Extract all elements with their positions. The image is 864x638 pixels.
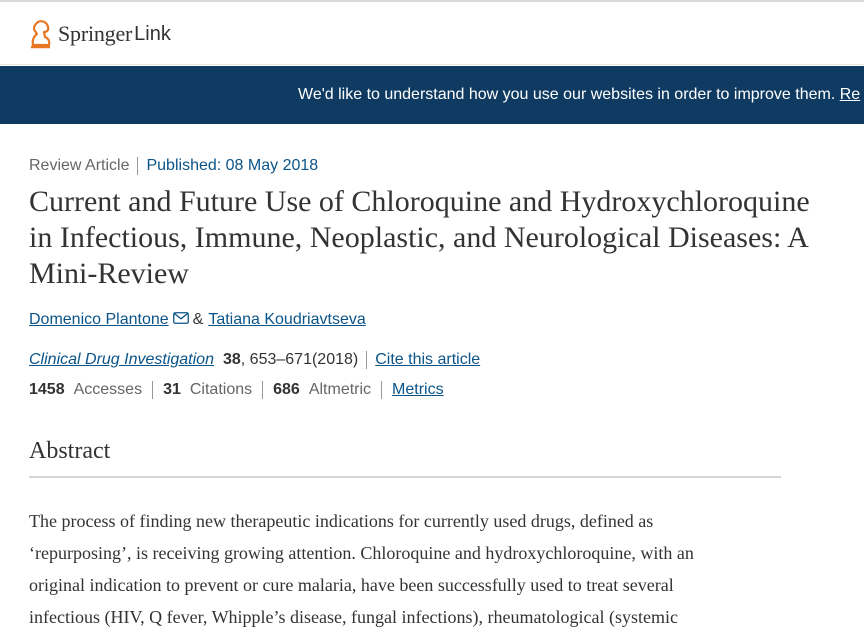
survey-banner (0, 66, 864, 124)
abstract-text (29, 505, 789, 633)
divider (381, 381, 382, 399)
divider (262, 381, 263, 399)
abstract-heading: Abstract (29, 438, 111, 464)
journal-year: (2018) (311, 351, 359, 368)
springer-horse-logo-icon (28, 19, 54, 49)
brand-link: Link (134, 22, 171, 45)
divider (137, 157, 138, 175)
citations-count: 31 (163, 381, 181, 398)
abstract-divider (29, 476, 781, 478)
article-title: Current and Future Use of Chloroquine and Hydroxychloroquine in Infectious, Immune, Neoplastic, and Neurological Diseases: A Mini-Review (29, 185, 810, 290)
article-metrics (29, 381, 444, 399)
author-list (29, 311, 366, 329)
journal-link[interactable]: Clinical Drug Investigation (29, 351, 214, 368)
brand-springer: Springer (58, 21, 133, 46)
envelope-icon[interactable] (173, 311, 189, 329)
banner-link[interactable]: Re (839, 86, 861, 103)
author-link[interactable]: Domenico Plantone (29, 311, 169, 328)
author-separator: & (192, 311, 204, 328)
accesses-label: Accesses (73, 381, 143, 398)
abstract-line: infectious (HIV, Q fever, Whipple’s disease, fungal infections), rheumatological (systemic (29, 607, 678, 627)
citations-label: Citations (189, 381, 253, 398)
cite-article-link[interactable]: Cite this article (375, 351, 481, 368)
site-header (0, 2, 864, 65)
journal-pages: , 653–671 (240, 351, 312, 368)
article-type: Review Article (29, 157, 130, 174)
accesses-count: 1458 (29, 381, 65, 398)
abstract-line: original indication to prevent or cure malaria, have been successfully used to treat several (29, 575, 674, 595)
author-link[interactable]: Tatiana Koudriavtseva (208, 311, 366, 328)
metrics-link[interactable]: Metrics (392, 381, 444, 398)
banner-message-row (298, 86, 860, 104)
springerlink-logo[interactable] (28, 18, 171, 50)
published-date: Published: 08 May 2018 (146, 157, 319, 174)
divider (366, 351, 367, 369)
abstract-line: The process of finding new therapeutic indications for currently used drugs, defined as (29, 511, 654, 531)
abstract-line: ‘repurposing’, is receiving growing attention. Chloroquine and hydroxychloroquine, with an (29, 543, 694, 563)
altmetric-count: 686 (273, 381, 300, 398)
banner-message: We'd like to understand how you use our websites in order to improve them. (298, 86, 836, 103)
journal-volume: 38 (222, 351, 241, 368)
article-meta (29, 157, 318, 175)
citation-line (29, 351, 480, 369)
altmetric-label: Altmetric (308, 381, 372, 398)
divider (152, 381, 153, 399)
